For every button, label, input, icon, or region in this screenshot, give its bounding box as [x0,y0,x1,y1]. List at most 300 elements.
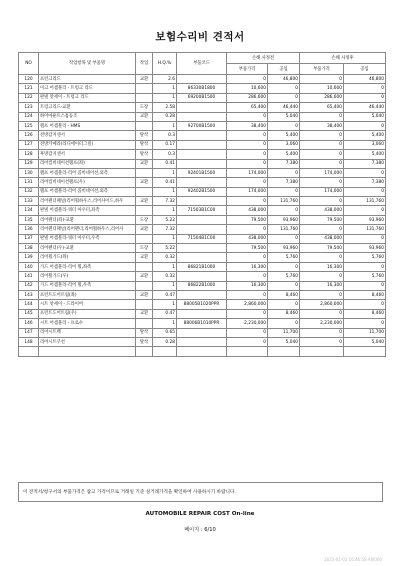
row-work [136,281,153,290]
row-item-name: 판넬 어셈블리-쿼터 아우터,좌측 [39,206,136,215]
row-after-labor: 11,700 [344,328,386,337]
row-after-price: 0 [300,253,344,262]
row-hqty: 1 [153,234,177,243]
table-row [19,159,386,168]
row-work: 교환 [136,178,153,187]
row-after-labor: 0 [344,281,386,290]
row-after-labor: 46,800 [344,75,386,84]
row-part-code: 86821B1000 [177,262,227,271]
row-before-labor: 11,700 [268,328,300,337]
row-after-labor: 0 [344,206,386,215]
row-before-price: 65,400 [227,103,268,112]
row-before-price: 438,000 [227,234,268,243]
row-part-code [177,244,227,253]
row-work: 탈착 [136,328,153,337]
row-after-price: 174,000 [300,187,344,196]
row-hqty: 0.3 [153,131,177,140]
row-hqty: 0.28 [153,337,177,346]
row-work: 탈착 [136,140,153,149]
row-before-labor: 46,440 [268,103,300,112]
row-no: 135 [19,215,39,224]
row-before-labor: 5,040 [268,337,300,346]
row-part-code: 88006B1010PPR [177,319,227,328]
row-after-price: 0 [300,309,344,318]
row-before-price: 0 [227,225,268,234]
table-row [19,206,386,215]
header-item-name: 작업항목 및 부품명 [39,53,136,75]
row-before-price: 2,230,000 [227,319,268,328]
row-no: 130 [19,168,39,177]
row-hqty: 1 [153,121,177,130]
page-number: 페이지 : 6/10 [184,527,216,533]
row-before-labor: 5,760 [268,272,300,281]
row-no: 146 [19,319,39,328]
row-no: 125 [19,121,39,130]
row-hqty: 0.28 [153,112,177,121]
row-after-labor: 0 [344,319,386,328]
row-item-name: 리어펜더(우)-교환 [39,244,136,253]
row-work: 교환 [136,75,153,84]
row-before-price: 79,500 [227,244,268,253]
price-notice: 이 견적서/청구서의 부품가격은 참고 가격이므로 거래일 기준 실거래가격을 확인하여 사용하시기 바랍니다. [18,482,383,502]
row-part-code: 92700B1500 [177,121,227,130]
row-after-labor: 8,460 [344,290,386,299]
row-item-name: 리어휠가드(좌) [39,253,136,262]
row-after-price: 38,400 [300,121,344,130]
row-after-price: 0 [300,272,344,281]
print-timestamp: 2023-01-02 16:40:58 AI0000 [324,557,382,562]
row-work: 교환 [136,159,153,168]
estimate-table [18,52,386,357]
row-work [136,93,153,102]
row-work: 교환 [136,225,153,234]
row-before-labor: 0 [268,234,300,243]
row-after-price: 0 [300,112,344,121]
row-after-price: 0 [300,328,344,337]
row-after-price: 174,000 [300,168,344,177]
row-hqty: 1 [153,319,177,328]
row-no: 123 [19,103,39,112]
row-before-price: 16,300 [227,281,268,290]
row-before-price: 0 [227,337,268,346]
row-before-price: 0 [227,290,268,299]
row-after-labor: 0 [344,300,386,309]
row-after-price: 0 [300,225,344,234]
header-after-price: 부품가격 [300,64,344,75]
row-work: 탈착 [136,337,153,346]
row-after-price: 2,230,000 [300,319,344,328]
row-after-price: 16,300 [300,262,344,271]
row-before-price: 0 [227,131,268,140]
table-row [19,309,386,318]
row-item-name: 판넬 앗세이 - 트렁크 리드 [39,93,136,102]
row-part-code [177,337,227,346]
row-hqty: 0.32 [153,272,177,281]
row-item-name: 전방감지센서 [39,131,136,140]
row-before-price: 0 [227,309,268,318]
row-part-code: 71504B1C00 [177,234,227,243]
row-no: 126 [19,131,39,140]
row-work [136,187,153,196]
row-after-labor: 131,760 [344,197,386,206]
row-after-labor: 0 [344,93,386,102]
row-item-name: 시트 어셈블리 - 프로수 [39,319,136,328]
row-item-name: 리어펜더패널(리어휠하우스,리어사이드,하우 [39,197,136,206]
row-item-name: 가드 어셈블리-리어 휠,좌측 [39,262,136,271]
row-after-labor: 0 [344,121,386,130]
row-hqty: 0.3 [153,150,177,159]
row-no: 127 [19,140,39,149]
row-before-labor: 8,460 [268,290,300,299]
row-part-code [177,103,227,112]
row-before-price: 0 [227,140,268,149]
row-item-name: 리어컴비네이션램프(우) [39,178,136,187]
table-row [19,131,386,140]
header-hqty: H.Q.% [153,53,177,75]
row-before-labor: 5,040 [268,112,300,121]
row-work: 탈착 [136,150,153,159]
table-row [19,187,386,196]
table-row [19,328,386,337]
row-work: 교환 [136,309,153,318]
row-item-name [39,347,136,356]
row-item-name: 전방카메라(라디에이터그릴) [39,140,136,149]
table-row [19,244,386,253]
row-hqty: 0.32 [153,253,177,262]
row-before-price: 0 [227,328,268,337]
row-before-price [227,347,268,356]
row-after-labor: 5,400 [344,131,386,140]
row-work: 도장 [136,244,153,253]
row-after-labor: 0 [344,168,386,177]
row-item-name: 램프 어셈블리 - HMS [39,121,136,130]
row-before-labor: 5,760 [268,253,300,262]
row-item-name: 판넬 어셈블리-쿼터 아우터,우측 [39,234,136,243]
row-before-price: 0 [227,159,268,168]
row-after-price: 0 [300,159,344,168]
row-after-labor: 5,040 [344,337,386,346]
row-before-price: 286,600 [227,93,268,102]
row-hqty: 1 [153,187,177,196]
row-after-price: 79,500 [300,244,344,253]
row-hqty: 5.22 [153,215,177,224]
row-part-code [177,131,227,140]
row-after-price: 0 [300,197,344,206]
row-hqty: 0.47 [153,290,177,299]
table-row [19,281,386,290]
row-hqty: 1 [153,300,177,309]
row-work [136,347,153,356]
row-before-labor: 0 [268,300,300,309]
row-after-price: 0 [300,75,344,84]
row-after-labor: 5,760 [344,253,386,262]
row-work: 도장 [136,215,153,224]
row-item-name: 프런트도어트림(우) [39,309,136,318]
row-before-labor: 131,760 [268,225,300,234]
row-work [136,234,153,243]
header-before-assessment: 손해 사정전 [227,53,300,64]
row-part-code: 88005B1020PPR [177,300,227,309]
row-hqty: 0.41 [153,178,177,187]
row-part-code [177,290,227,299]
table-row [19,140,386,149]
row-before-price: 0 [227,178,268,187]
row-no: 128 [19,150,39,159]
table-row [19,93,386,102]
row-after-price: 0 [300,140,344,149]
row-before-price: 0 [227,197,268,206]
row-item-name: 램프 어셈블리-리어 콤비네이션,외측 [39,168,136,177]
row-before-labor: 93,960 [268,244,300,253]
row-before-price: 2,860,000 [227,300,268,309]
row-before-price: 38,400 [227,121,268,130]
table-row [19,121,386,130]
row-after-labor: 5,400 [344,150,386,159]
row-before-labor: 0 [268,84,300,93]
row-part-code [177,75,227,84]
row-after-price: 65,400 [300,103,344,112]
row-no: 121 [19,84,39,93]
row-work [136,300,153,309]
row-part-code [177,150,227,159]
table-row [19,178,386,187]
row-before-price: 0 [227,253,268,262]
row-item-name: 리어펜더(좌)-교환 [39,215,136,224]
table-row [19,290,386,299]
row-no: 133 [19,197,39,206]
row-no: 144 [19,300,39,309]
row-hqty: 1 [153,262,177,271]
row-after-price: 79,500 [300,215,344,224]
row-part-code [177,197,227,206]
row-after-labor: 93,960 [344,215,386,224]
row-part-code [177,159,227,168]
table-row [19,319,386,328]
row-before-labor [268,347,300,356]
row-no: 145 [19,309,39,318]
row-before-labor: 0 [268,319,300,328]
row-part-code [177,347,227,356]
row-before-price: 174,000 [227,168,268,177]
row-work: 교환 [136,290,153,299]
row-before-labor: 0 [268,187,300,196]
row-no: 139 [19,253,39,262]
row-no: 120 [19,75,39,84]
header-before-labor: 공임 [268,64,300,75]
row-no: 122 [19,93,39,102]
row-part-code [177,272,227,281]
row-before-labor: 0 [268,206,300,215]
row-hqty: 1 [153,281,177,290]
row-hqty: 0.17 [153,140,177,149]
table-row [19,150,386,159]
row-part-code [177,178,227,187]
row-before-price: 174,000 [227,187,268,196]
row-hqty: 0.47 [153,309,177,318]
row-hqty: 1 [153,206,177,215]
row-work [136,206,153,215]
row-before-price: 0 [227,272,268,281]
row-before-labor: 5,400 [268,150,300,159]
header-after-assessment: 손해 사정후 [300,53,386,64]
row-item-name: 트렁크리드-교환 [39,103,136,112]
table-row [19,103,386,112]
row-after-labor: 5,040 [344,112,386,121]
row-no: 141 [19,272,39,281]
table-row [19,347,386,356]
row-no: 148 [19,337,39,346]
row-hqty: 5.22 [153,244,177,253]
row-after-price: 0 [300,150,344,159]
table-row [19,225,386,234]
row-work: 교환 [136,197,153,206]
row-before-labor: 7,380 [268,159,300,168]
row-part-code: 92402B1500 [177,187,227,196]
row-work [136,262,153,271]
row-hqty: 7.32 [153,197,177,206]
row-after-labor: 5,760 [344,272,386,281]
row-item-name: 리어펜더패널(리어펜더,리어휠하우스,리어사 [39,225,136,234]
row-hqty: 2.6 [153,75,177,84]
row-before-price: 0 [227,112,268,121]
row-work: 탈착 [136,131,153,140]
row-no: 137 [19,234,39,243]
footer-title: AUTOMOBILE REPAIR COST On-line [145,511,255,517]
row-before-labor: 0 [268,93,300,102]
table-row [19,262,386,271]
row-work: 교환 [136,272,153,281]
table-row [19,84,386,93]
row-no: 129 [19,159,39,168]
row-after-labor: 3,060 [344,140,386,149]
row-part-code: 86822B1000 [177,281,227,290]
table-row [19,272,386,281]
document-title: 보험수리비 견적서 [155,31,245,43]
row-item-name: 프런크리드 [39,75,136,84]
row-after-price: 0 [300,178,344,187]
header-work: 작업 [136,53,153,75]
row-hqty: 0.65 [153,328,177,337]
row-after-labor: 93,960 [344,244,386,253]
row-item-name: 리어시트백 [39,328,136,337]
row-part-code: 69200B1500 [177,93,227,102]
row-work: 도장 [136,103,153,112]
row-before-price: 79,500 [227,215,268,224]
row-item-name: 하이마운트스톱등조 [39,112,136,121]
row-work: 교환 [136,253,153,262]
row-after-labor: 0 [344,187,386,196]
row-part-code [177,225,227,234]
row-before-labor: 93,960 [268,215,300,224]
row-hqty: 1 [153,84,177,93]
table-row [19,300,386,309]
table-row [19,75,386,84]
row-after-labor: 0 [344,262,386,271]
row-before-price: 0 [227,75,268,84]
row-item-name: 리어휠가드(우) [39,272,136,281]
row-after-labor: 0 [344,234,386,243]
row-hqty [153,347,177,356]
header-no: NO [19,53,39,75]
row-after-price [300,347,344,356]
row-item-name: 리어컴비네이션램프(좌) [39,159,136,168]
table-row [19,253,386,262]
row-hqty: 1 [153,168,177,177]
row-after-price: 438,000 [300,206,344,215]
row-part-code: 71503B1C00 [177,206,227,215]
row-work: 교환 [136,112,153,121]
row-part-code [177,253,227,262]
row-work [136,84,153,93]
table-row [19,168,386,177]
row-part-code [177,140,227,149]
row-before-labor: 7,380 [268,178,300,187]
table-row [19,234,386,243]
row-after-labor: 7,380 [344,178,386,187]
row-no [19,347,39,356]
row-item-name: 프런트도어트림(좌) [39,290,136,299]
row-hqty: 2.58 [153,103,177,112]
row-part-code [177,309,227,318]
row-part-code [177,112,227,121]
estimate-rows [19,75,386,357]
row-no: 138 [19,244,39,253]
row-work [136,121,153,130]
row-after-price: 286,600 [300,93,344,102]
row-after-price: 2,860,000 [300,300,344,309]
row-before-price: 10,600 [227,84,268,93]
row-before-labor: 3,060 [268,140,300,149]
table-row [19,112,386,121]
header-part-code: 부품코드 [177,53,227,75]
row-part-code: 86330B1800 [177,84,227,93]
row-before-labor: 0 [268,281,300,290]
row-item-name: 램프 어셈블리-리어 콤비네이션,외측 [39,187,136,196]
row-part-code [177,328,227,337]
row-no: 124 [19,112,39,121]
row-after-labor: 7,380 [344,159,386,168]
row-hqty: 1 [153,93,177,102]
row-before-labor: 0 [268,121,300,130]
row-no: 143 [19,290,39,299]
row-after-price: 0 [300,131,344,140]
row-work [136,319,153,328]
row-work [136,168,153,177]
row-no: 140 [19,262,39,271]
row-item-name: 리어시트쿠션 [39,337,136,346]
row-item-name: 가드 어셈블리-리어 휠,우측 [39,281,136,290]
table-row [19,197,386,206]
row-after-labor: 0 [344,84,386,93]
row-hqty: 7.32 [153,225,177,234]
row-after-labor: 46,440 [344,103,386,112]
row-item-name: 이크 어셈블리 - 트렁크 리드 [39,84,136,93]
table-row [19,215,386,224]
row-after-price: 10,600 [300,84,344,93]
row-part-code: 92401B1500 [177,168,227,177]
row-after-labor: 8,460 [344,309,386,318]
row-after-price: 438,000 [300,234,344,243]
row-before-labor: 0 [268,262,300,271]
row-no: 134 [19,206,39,215]
row-before-price: 438,000 [227,206,268,215]
row-after-labor [344,347,386,356]
row-after-labor: 131,760 [344,225,386,234]
row-part-code [177,215,227,224]
row-no: 132 [19,187,39,196]
row-no: 147 [19,328,39,337]
row-before-labor: 5,400 [268,131,300,140]
